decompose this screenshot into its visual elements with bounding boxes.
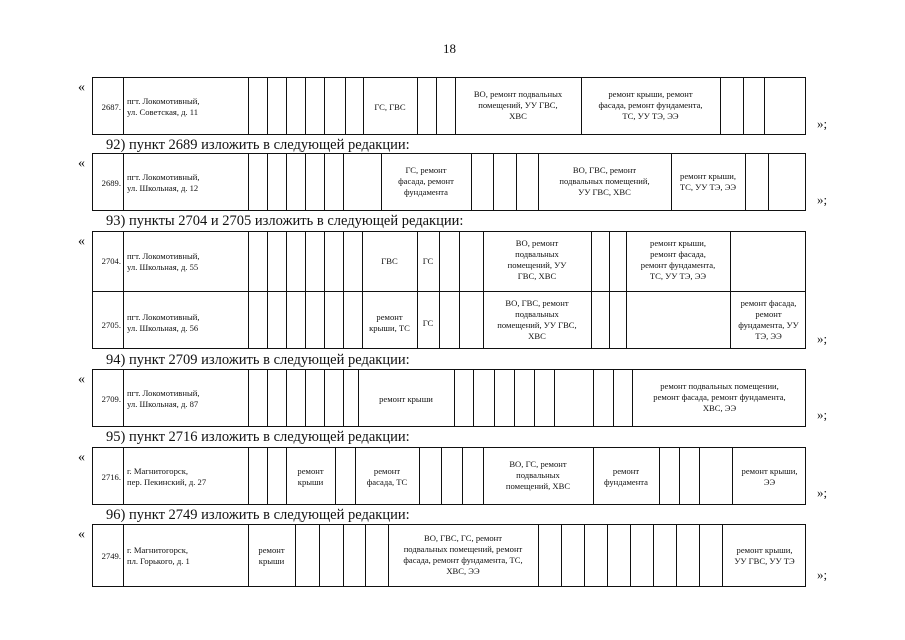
works-line: помещений, УУ ГВС, <box>497 320 577 330</box>
works-line: ремонт крыши, <box>741 466 798 476</box>
address-line-1: г. Магнитогорск, <box>127 545 189 555</box>
works-line: ХВС, ЭЭ <box>446 566 480 576</box>
open-quote: « <box>78 372 85 387</box>
works-cell: ГС <box>422 256 434 266</box>
page-number: 18 <box>443 41 456 56</box>
table-2704-2705 <box>92 231 806 349</box>
close-mark: »; <box>817 407 828 422</box>
works-line: подвальных <box>515 249 559 259</box>
address-line-1: г. Магнитогорск, <box>127 466 189 476</box>
works-line: ТЭ, ЭЭ <box>755 331 782 341</box>
works-line: фасада, ремонт фундамента, ТС, <box>403 555 523 565</box>
works-line: фундамента <box>604 477 648 487</box>
close-mark: »; <box>817 116 828 131</box>
works-line: ЭЭ <box>763 477 776 487</box>
works-line: ХВС, ЭЭ <box>702 403 737 413</box>
open-quote: « <box>78 234 85 249</box>
address-line-1: пгт. Локомотивный, <box>127 388 200 398</box>
works-line: ремонт крыши, ремонт <box>608 89 693 99</box>
item-number: 2704. <box>101 256 121 266</box>
table-2709 <box>92 369 806 427</box>
works-line: УУ ГВС, ХВС <box>578 187 631 197</box>
works-line: ремонт подвальных помещении, <box>660 381 779 391</box>
works-line: крыши <box>297 477 324 487</box>
works-line: ремонт <box>297 466 324 476</box>
item-number: 2716. <box>101 472 121 482</box>
table-2689 <box>92 153 806 211</box>
close-mark: »; <box>817 192 828 207</box>
works-line: ТС, УУ ТЭ, ЭЭ <box>649 271 707 281</box>
works-line: фундамента <box>404 187 448 197</box>
works-line: ремонт <box>376 312 403 322</box>
heading-94: 94) пункт 2709 изложить в следующей редакции: <box>106 352 410 368</box>
works-line: подвальных помещений, <box>559 176 650 186</box>
works-line: помещений, УУ ГВС, <box>478 100 558 110</box>
works-cell: ГС, ГВС <box>374 102 406 112</box>
table-2716 <box>92 447 806 505</box>
open-quote: « <box>78 80 85 95</box>
table-2749 <box>92 524 806 587</box>
works-line: ВО, ГВС, ремонт <box>572 165 637 175</box>
works-line: ремонт <box>612 466 640 476</box>
works-line: подвальных помещений, ремонт <box>403 544 523 554</box>
address-line-2: ул. Школьная, д. 87 <box>127 399 199 409</box>
works-cell: ГС <box>422 318 434 328</box>
open-quote: « <box>78 156 85 171</box>
works-line: фасада, ремонт фундамента, <box>598 100 703 110</box>
heading-96: 96) пункт 2749 изложить в следующей редакции: <box>106 507 410 523</box>
close-mark: »; <box>817 485 828 500</box>
item-number: 2705. <box>101 320 121 330</box>
address-line-2: пер. Пекинский, д. 27 <box>127 477 207 487</box>
works-line: ремонт <box>755 309 782 319</box>
works-line: ТС, УУ ТЭ, ЭЭ <box>679 182 737 192</box>
works-line: подвальных <box>515 309 559 319</box>
works-line: УУ ГВС, УУ ТЭ <box>734 556 795 566</box>
works-line: ремонт <box>373 466 401 476</box>
item-number: 2687. <box>101 102 121 112</box>
table-2687 <box>92 77 806 135</box>
address-line-2: ул. Школьная, д. 12 <box>127 183 199 193</box>
address-line-1: пгт. Локомотивный, <box>127 251 200 261</box>
works-line: ВО, ГВС, ремонт <box>505 298 569 308</box>
address-line-2: ул. Школьная, д. 56 <box>127 323 199 333</box>
works-line: фундамента, УУ <box>738 320 799 330</box>
works-line: ХВС <box>509 111 527 121</box>
works-line: ремонт <box>258 545 285 555</box>
works-line: ремонт крыши, <box>650 238 706 248</box>
heading-93: 93) пункты 2704 и 2705 изложить в следующей редакции: <box>106 213 464 229</box>
works-line: фасада, ремонт <box>398 176 454 186</box>
works-line: ТС, УУ ТЭ, ЭЭ <box>622 111 679 121</box>
open-quote: « <box>78 527 85 542</box>
works-line: крыши, ТС <box>369 323 410 333</box>
works-line: ремонт фасада, <box>650 249 706 259</box>
heading-95: 95) пункт 2716 изложить в следующей редакции: <box>106 429 410 445</box>
works-line: ремонт фасада, <box>740 298 797 308</box>
works-line: ВО, ГС, ремонт <box>509 459 567 469</box>
close-mark: »; <box>817 331 828 346</box>
works-line: помещений, УУ <box>507 260 567 270</box>
address-line-1: пгт. Локомотивный, <box>127 312 200 322</box>
works-line: ремонт крыши, <box>680 171 736 181</box>
works-line: подвальных <box>516 470 560 480</box>
address-line-2: ул. Советская, д. 11 <box>127 107 199 117</box>
works-line: ВО, ремонт <box>515 238 559 248</box>
works-cell: ремонт крыши <box>379 394 433 404</box>
address-line-1: пгт. Локомотивный, <box>127 96 200 106</box>
item-number: 2749. <box>101 551 121 561</box>
works-line: фасада, ТС <box>366 477 408 487</box>
works-line: помещений, ХВС <box>505 481 571 491</box>
works-line: ГВС, ХВС <box>517 271 557 281</box>
works-cell: ГВС <box>381 256 398 266</box>
item-number: 2709. <box>101 394 121 404</box>
heading-92: 92) пункт 2689 изложить в следующей редакции: <box>106 137 410 153</box>
address-line-1: пгт. Локомотивный, <box>127 172 200 182</box>
item-number: 2689. <box>101 178 121 188</box>
works-line: ВО, ГВС, ГС, ремонт <box>423 533 503 543</box>
works-line: ХВС <box>528 331 546 341</box>
address-line-2: ул. Школьная, д. 55 <box>127 262 199 272</box>
works-line: крыши <box>258 556 285 566</box>
works-line: ГС, ремонт <box>405 165 447 175</box>
works-line: ремонт фундамента, <box>640 260 716 270</box>
works-line: ремонт крыши, <box>736 545 793 555</box>
works-line: ВО, ремонт подвальных <box>473 89 563 99</box>
works-line: ремонт фасада, ремонт фундамента, <box>653 392 786 402</box>
close-mark: »; <box>817 567 828 582</box>
address-line-2: пл. Горького, д. 1 <box>127 556 190 566</box>
open-quote: « <box>78 450 85 465</box>
